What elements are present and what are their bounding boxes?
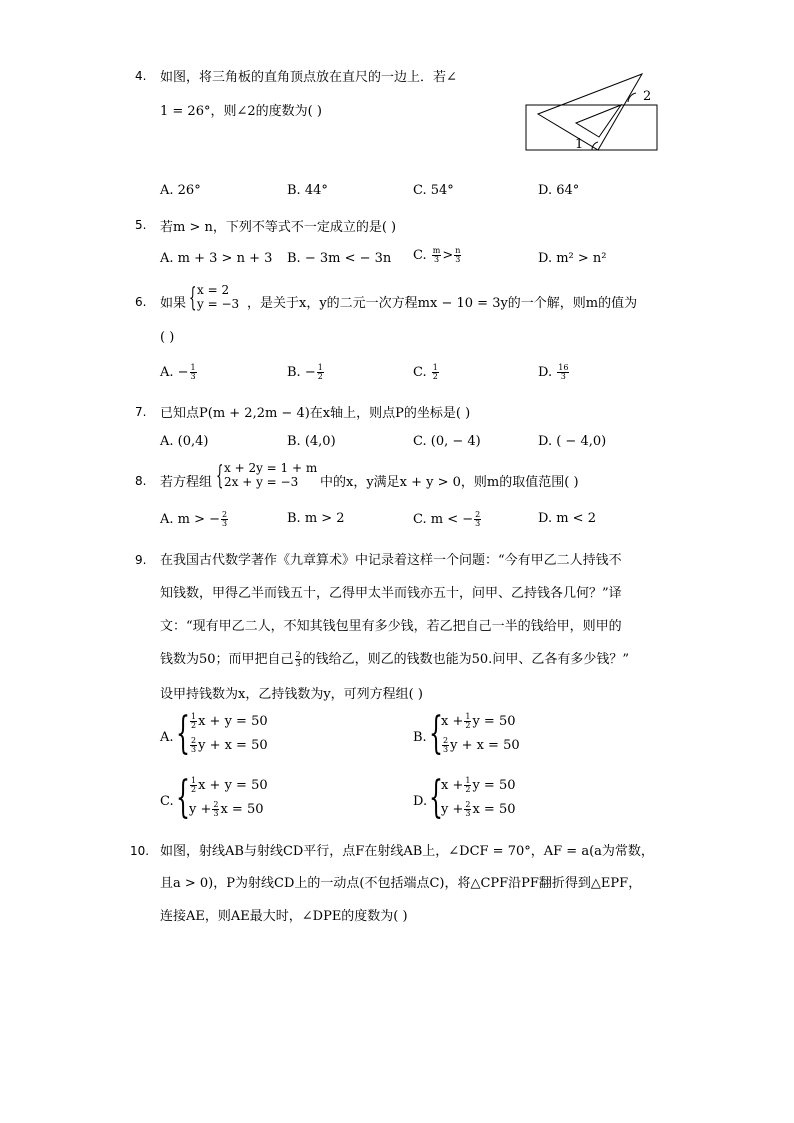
fraction: $\frac{1}{3}$	[190, 363, 196, 381]
q6-system-brace: {	[189, 283, 197, 313]
q9-line2: 知钱数，甲得乙半而钱五十，乙得甲太半而钱亦五十，问甲、乙持钱各几何？”译	[160, 586, 622, 601]
q5-option-b[interactable]: B. − 3m < − 3n	[287, 251, 392, 266]
q9-option-a-row2[interactable]: $\frac{2}{3}$ y + x = 50	[191, 736, 268, 754]
q9-option-d-label[interactable]: D.	[413, 794, 428, 809]
q10-line3: 连接AE，则AE最大时，∠DPE的度数为( )	[160, 909, 408, 924]
q9-option-b-brace: {	[429, 708, 443, 759]
q9-option-c-label[interactable]: C.	[160, 794, 174, 809]
q9-option-b-row1[interactable]: x + $\frac{1}{2}$ y = 50	[441, 712, 516, 730]
q9-option-d-brace: {	[429, 772, 443, 823]
q8-option-c[interactable]: C. m < − $\frac{2}{3}$	[413, 510, 481, 528]
q6-option-d[interactable]: D. $\frac{16}{3}$	[538, 363, 569, 381]
q5-number: 5.	[135, 218, 147, 232]
q9-option-d-row2[interactable]: y + $\frac{2}{3}$ x = 50	[441, 800, 516, 818]
q7-option-c[interactable]: C. (0, − 4)	[413, 434, 481, 449]
q6-option-a[interactable]: A. − $\frac{1}{3}$	[160, 363, 196, 381]
q4-option-d[interactable]: D. 64°	[538, 183, 580, 198]
q6-stem-pre: 如果	[160, 296, 187, 311]
fraction: $\frac{2}{3}$	[222, 510, 228, 528]
q7-option-d[interactable]: D. ( − 4,0)	[538, 434, 607, 449]
q9-option-c-row1[interactable]: $\frac{1}{2}$ x + y = 50	[191, 776, 268, 794]
q4-option-a[interactable]: A. 26°	[160, 183, 201, 198]
q5-option-c-label: C.	[413, 248, 427, 263]
q8-option-a[interactable]: A. m > − $\frac{2}{3}$	[160, 510, 228, 528]
triangle-outer	[538, 74, 642, 150]
q9-option-b-row2[interactable]: $\frac{2}{3}$ y + x = 50	[443, 736, 520, 754]
q8-system-brace: {	[216, 461, 224, 491]
angle1-label: 1	[575, 137, 584, 152]
q10-line2: 且a > 0)，P为射线CD上的一动点(不包括端点C)，将△CPF沿PF翻折得到△EPF，	[160, 876, 642, 891]
q9-option-a-label[interactable]: A.	[160, 730, 174, 745]
q8-option-d[interactable]: D. m < 2	[538, 511, 596, 526]
q7-number: 7.	[135, 405, 147, 419]
q10-line1: 如图，射线AB与射线CD平行，点F在射线AB上，∠DCF = 70°，AF = a(a为常数，	[160, 844, 654, 859]
q5-option-a[interactable]: A. m + 3 > n + 3	[160, 251, 273, 266]
q9-option-a-row1[interactable]: $\frac{1}{2}$ x + y = 50	[191, 712, 268, 730]
fraction: $\frac{2}{3}$	[295, 650, 301, 668]
q4-stem-line2: 1 = 26°，则∠2的度数为( )	[160, 104, 322, 119]
q6-option-b[interactable]: B. − $\frac{1}{2}$	[287, 363, 323, 381]
q6-option-c[interactable]: C. $\frac{1}{2}$	[413, 363, 438, 381]
fraction: $\frac{2}{3}$	[475, 510, 481, 528]
q6-system-line1: x = 2	[197, 283, 230, 297]
q7-option-b[interactable]: B. (4,0)	[287, 434, 336, 449]
q6-system-line2: y = −3	[197, 297, 240, 311]
q9-option-a-brace: {	[176, 708, 190, 759]
q10-number: 10.	[130, 844, 150, 858]
q4-option-b[interactable]: B. 44°	[287, 183, 328, 198]
fraction-n-3: $\frac{n}{3}$	[455, 246, 461, 264]
angle2-label: 2	[643, 89, 652, 104]
q9-option-b-label[interactable]: B.	[413, 730, 427, 745]
q4-stem-line1: 如图，将三角板的直角顶点放在直尺的一边上．若∠	[160, 70, 457, 85]
q5-option-c[interactable]: C. $\frac{m}{3}$ > $\frac{n}{3}$	[413, 246, 461, 264]
q4-figure	[520, 68, 662, 154]
q8-stem-post: 中的x，y满足x + y > 0，则m的取值范围( )	[320, 475, 579, 490]
q9-line5: 设甲持钱数为x，乙持钱数为y，可列方程组( )	[160, 687, 423, 702]
q9-option-c-brace: {	[176, 772, 190, 823]
q5-stem: 若m > n，下列不等式不一定成立的是( )	[160, 220, 397, 235]
q9-option-c-row2[interactable]: y + $\frac{2}{3}$ x = 50	[189, 800, 264, 818]
q9-option-d-row1[interactable]: x + $\frac{1}{2}$ y = 50	[441, 776, 516, 794]
fraction-m-3: $\frac{m}{3}$	[432, 246, 441, 264]
angle1-arc	[592, 142, 598, 150]
q9-line3: 文：“现有甲乙二人，不知其钱包里有多少钱，若乙把自己一半的钱给甲，则甲的	[160, 619, 622, 634]
q8-system-line1: x + 2y = 1 + m	[224, 461, 318, 475]
q9-line4: 钱数为50；而甲把自己 $\frac{2}{3}$ 的钱给乙，则乙的钱数也能为50.问甲、乙各有多少钱？”	[160, 650, 629, 668]
q6-stem-post: ，是关于x，y的二元一次方程mx − 10 = 3y的一个解，则m的值为	[247, 296, 638, 311]
fraction: $\frac{1}{2}$	[317, 363, 323, 381]
q9-line1: 在我国古代数学著作《九章算术》中记录着这样一个问题：“今有甲乙二人持钱不	[160, 553, 622, 568]
fraction: $\frac{1}{2}$	[432, 363, 438, 381]
q6-paren: ( )	[160, 330, 175, 345]
q4-option-c[interactable]: C. 54°	[413, 183, 454, 198]
fraction: $\frac{16}{3}$	[558, 363, 569, 381]
q7-option-a[interactable]: A. (0,4)	[160, 434, 209, 449]
q8-system-line2: 2x + y = −3	[224, 475, 299, 489]
q8-option-b[interactable]: B. m > 2	[287, 511, 345, 526]
q9-number: 9.	[135, 553, 147, 567]
q8-stem-pre: 若方程组	[160, 475, 213, 490]
ruler	[526, 105, 657, 150]
q8-number: 8.	[135, 474, 147, 488]
q5-option-d[interactable]: D. m² > n²	[538, 251, 607, 266]
q6-number: 6.	[135, 295, 147, 309]
angle2-arc	[628, 93, 636, 102]
q4-number: 4.	[135, 69, 147, 83]
q7-stem: 已知点P(m + 2,2m − 4)在x轴上，则点P的坐标是( )	[160, 406, 471, 421]
